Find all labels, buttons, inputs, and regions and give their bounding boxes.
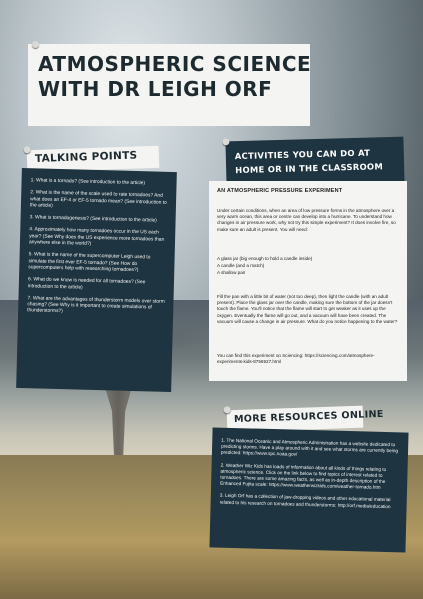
resource-item: 2. Weather Wiz Kids has loads of information about all kinds of things relating to atmospheric science. Click on the link below to find topics of interest related to tornadoes. There are some amazing facts, as well as in-depth description of the Enhanced Fujita scale: https://www.weatherwizkids.com/weather-tornado.htm [220, 462, 387, 491]
activities-heading-box [225, 137, 404, 188]
pin-icon [222, 138, 229, 145]
talking-point-item: 6. What do we know is needed for all tornadoes? (See introduction to the article) [27, 277, 146, 291]
material-item: A candle (and a match) [217, 263, 265, 268]
experiment-source: You can find this experiment on Sciencing: https://sciencing.com/atmosphere-experiments-kids-8756927.html [217, 353, 375, 365]
more-resources-heading: MORE RESOURCES ONLINE [233, 408, 384, 426]
talking-points-list [27, 178, 169, 324]
title-line-2: WITH DR LEIGH ORF [38, 77, 273, 101]
pin-icon [24, 146, 31, 153]
talking-points-panel [16, 168, 177, 392]
activities-heading-line-1: ACTIVITIES YOU CAN DO AT [234, 147, 371, 162]
pin-icon [32, 41, 39, 48]
experiment-title: AN ATMOSPHERIC PRESSURE EXPERIMENT [217, 188, 343, 194]
title-line-1: ATMOSPHERIC SCIENCE [38, 52, 312, 76]
activities-heading-line-2: HOME OR IN THE CLASSROOM [235, 161, 384, 176]
experiment-intro: Under certain conditions, when an area of low pressure forms in the atmosphere over a very warm ocean, this area or centre can develop into a hurricane. To understand how changes in air pressure work, why not try this simple experiment? It does involve fire, so make sure an adult is present. You will need: [217, 208, 396, 232]
resource-item: 3. Leigh Orf has a collection of jaw-dropping videos and other educational material related to his research on tornadoes and thunderstorms: http://orf.media/education [219, 493, 391, 509]
pin-icon [224, 406, 231, 413]
activities-panel [209, 181, 407, 381]
talking-point-item: 4. Approximately how many tornadoes occur in the US each year? (See Why does the US experience more tornadoes than anywhere else in the world?) [28, 227, 165, 247]
talking-point-item: 7. What are the advantages of thunderstorm models over storm chasing? (See Why is it important to create simulations of thunderstorms?) [27, 296, 165, 315]
experiment-method: Fill the pan with a little bit of water (not too deep), then light the candle (with an adult present). Place the glass jar over the candle, making sure the bottom of the jar doesn't touch the flame. You'll notice that the flame will start to get weaker as it uses up the oxygen. Eventually the flame will go out, and a vacuum will have been created. The vacuum will cause a change in air pressure. What do you notice happening to the water? [217, 294, 398, 324]
talking-point-item: 3. What is tornadogenesis? (See introduction to the article) [29, 215, 157, 224]
talking-point-item: 1. What is a tornado? (See introduction to the article) [30, 178, 146, 187]
talking-point-item: 2. What is the name of the scale used to rate tornadoes? And what does an EF-4 or EF-5 tornado mean? (See introduction to the article) [29, 190, 167, 209]
title-card [28, 44, 310, 126]
more-resources-list [219, 438, 401, 517]
talking-points-heading: TALKING POINTS [34, 149, 138, 166]
page-title [38, 52, 311, 102]
material-item: A glass jar (big enough to hold a candle inside) [217, 256, 313, 261]
resource-item: 1. The National Oceanic and Atmospheric Administration has a website dedicated to predicting storms. Have a play around with it and see what storms are currently being predicted: https://www.spc.noaa.gov/ [220, 437, 399, 458]
more-resources-panel [209, 427, 408, 552]
talking-point-item: 5. What is the name of the supercomputer Leigh used to simulate the first ever EF-5 tornado? (See How do supercomputers help with researching tornadoes?) [28, 252, 151, 274]
material-item: A shallow pan [217, 270, 246, 275]
